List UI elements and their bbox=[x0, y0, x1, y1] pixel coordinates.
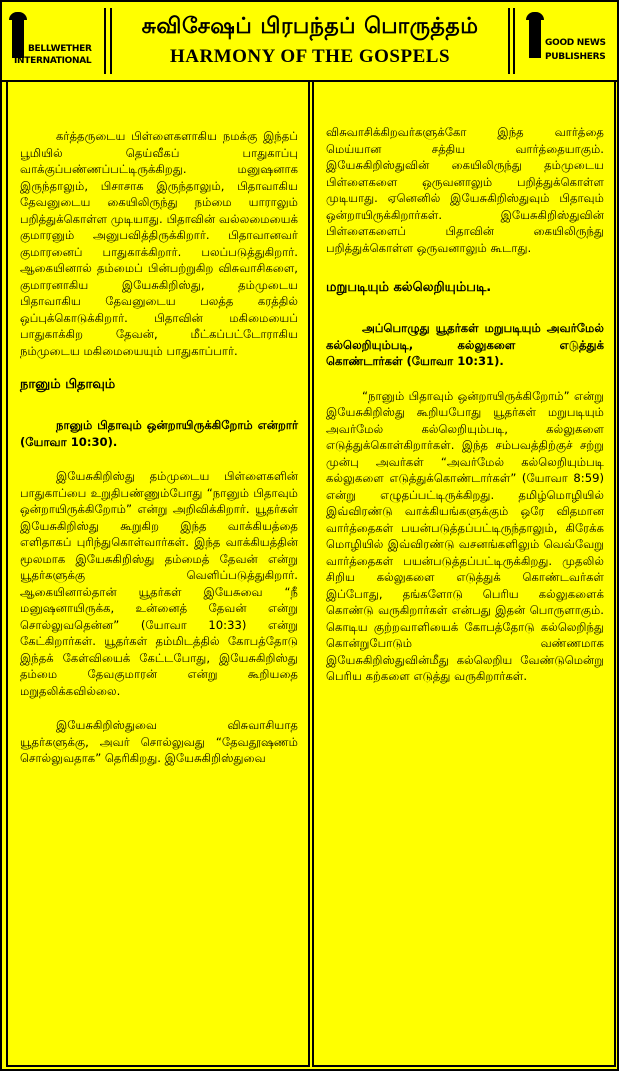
right-verse: அப்பொழுது யூதர்கள் மறுபடியும் அவர்மேல் கல்லெறியும்படி, கல்லுகளை எடுத்துக் கொண்டார்கள் (யோவா 10:31). bbox=[326, 321, 604, 368]
bellwether-logo-line2: INTERNATIONAL bbox=[14, 56, 92, 66]
header bbox=[2, 2, 617, 82]
left-verse: நானும் பிதாவும் ஒன்றாயிருக்கிறோம் என்றார் (யோவா 10:30). bbox=[20, 418, 298, 449]
left-paragraph-3: இயேசுகிறிஸ்துவை விசுவாசியாத யூதர்களுக்கு, அவர் சொல்லுவது “தேவதூஷணம் சொல்லுவதாக” தெரிகிறது. இயேசுகிறிஸ்துவை bbox=[20, 718, 298, 765]
left-column bbox=[6, 82, 310, 1067]
bellwether-mark-icon bbox=[12, 18, 24, 58]
good-news-mark-icon bbox=[529, 18, 541, 58]
left-paragraph-2: இயேசுகிறிஸ்து தம்முடைய பிள்ளைகளின் பாதுகாப்பை உறுதிபண்ணும்போது “நானும் பிதாவும் ஒன்றாயிருக்கிறோம்” என்று அறிவிக்கிறார். யூதர்கள் இயேசுகிறிஸ்து கூறுகிற இந்த வாக்கியத்தை எளிதாகப் புரிந்துகொள்வார்கள். இந்த வாக்கியத்தின் மூலமாக இயேசுகிறிஸ்து தம்மைத் தேவன் என்று யூதர்களுக்கு வெளிப்படுத்துகிறார். ஆகையினால்தான் யூதர்கள் இயேசுவை “நீ மனுஷனாயிருக்க, உன்னைத் தேவன் என்று சொல்லுவதென்ன” (யோவா 10:33) என்று கேட்கிறார்கள். யூதர்கள் தம்மிடத்தில் கோபத்தோடு இந்தக் கேள்வியைக் கேட்டபோது, இயேசுகிறிஸ்து தம்மை தேவகுமாரன் என்று கூறியதை மறுதலிக்கவில்லை. bbox=[20, 469, 298, 698]
title-english: HARMONY OF THE GOSPELS bbox=[169, 46, 451, 67]
good-news-logo-line2: PUBLISHERS bbox=[545, 52, 606, 62]
left-paragraph-1: கர்த்தருடைய பிள்ளைகளாகிய நமக்கு இந்தப் பூமியில் தெய்வீகப் பாதுகாப்பு வாக்குப்பண்ணப்பட்டிருக்கிறது. மனுஷனாக இருந்தாலும், பிசாசாக இருந்தாலும், பிதாவாகிய தேவனுடைய கையிலிருந்து நம்மை யாராலும் பறித்துக்கொள்ள முடியாது. பிதாவின் வல்லமையைக் குமாரனும் அனுபவித்திருக்கிறார். பிதாவானவர் குமாரனைப் பாதுகாக்கிறார். பலப்படுத்துகிறார். ஆகையினால் தம்மைப் பின்பற்றுகிற விசுவாசிகளை, குமாரனாகிய இயேசுகிறிஸ்து, தம்முடைய பிதாவாகிய தேவனுடைய பலத்த கரத்தில் ஒப்புக்கொடுக்கிறார். பிதாவின் மகிமையைப் பாதுகாக்கிற தேவன், மீட்கப்பட்டோராகிய நம்முடைய மகிமையையும் பாதுகாப்பார். bbox=[20, 129, 298, 358]
title-box bbox=[110, 8, 510, 74]
left-heading: நானும் பிதாவும் bbox=[20, 377, 116, 392]
right-paragraph-1: விசுவாசிக்கிறவர்களுக்கோ இந்த வார்த்தை மெய்யான சத்திய வார்த்தையாகும். இயேசுகிறிஸ்துவின் கையிலிருந்து தம்முடைய பிள்ளைகளை ஒருவனாலும் பறித்துக்கொள்ள முடியாது. ஏனெனில் இயேசுகிறிஸ்துவும் பிதாவும் ஒன்றாயிருக்கிறார்கள். இயேசுகிறிஸ்துவின் பிள்ளைகளைப் பிதாவின் கையிலிருந்து பறித்துக்கொள்ள ஒருவனாலும் கூடாது. bbox=[326, 125, 604, 255]
bellwether-logo-line1: BELLWETHER bbox=[28, 44, 92, 54]
good-news-logo-line1: GOOD NEWS bbox=[545, 38, 606, 48]
right-column bbox=[312, 82, 616, 1067]
good-news-logo bbox=[513, 8, 613, 74]
title-tamil: சுவிசேஷப் பிரபந்தப் பொருத்தம் bbox=[141, 14, 479, 39]
right-heading: மறுபடியும் கல்லெறியும்படி. bbox=[326, 280, 492, 295]
bellwether-logo bbox=[6, 8, 106, 74]
right-paragraph-2: “நானும் பிதாவும் ஒன்றாயிருக்கிறோம்” என்று இயேசுகிறிஸ்து கூறியபோது யூதர்கள் மறுபடியும் அவர்மேல் கல்லெறியும்படி, கல்லுகளை எடுத்துக்கொள்கிறார்கள். இந்த சம்பவத்திற்குச் சற்று முன்பு அவர்கள் “அவர்மேல் கல்லெறியும்படி கல்லுகளை எடுத்துக்கொண்டார்கள்” (யோவா 8:59) என்று எழுதப்பட்டிருக்கிறது. தமிழ்மொழியில் இவ்விரண்டு வாக்கியங்களுக்கும் ஒரே விதமான வார்த்தைகள் பயன்படுத்தப்பட்டிருந்தாலும், கிரேக்க மொழியில் இவ்விரண்டு வசனங்களிலும் வெவ்வேறு வார்த்தைகள் பயன்படுத்தப்பட்டிருக்கிறது. முதலில் சிறிய கல்லுகளை எடுத்துக் கொண்டவர்கள் இப்போது, தங்களோடு பெரிய கல்லுகளைக் கொண்டு வருகிறார்கள் என்பது இதன் பொருளாகும். கொடிய குற்றவாளியைக் கோபத்தோடு கல்லெறிந்து கொன்றுபோடும் வண்ணமாக இயேசுகிறிஸ்துவின்மீது கல்லெறிய வேண்டுமென்று பெரிய கற்களை எடுத்து வருகிறார்கள். bbox=[326, 388, 604, 683]
